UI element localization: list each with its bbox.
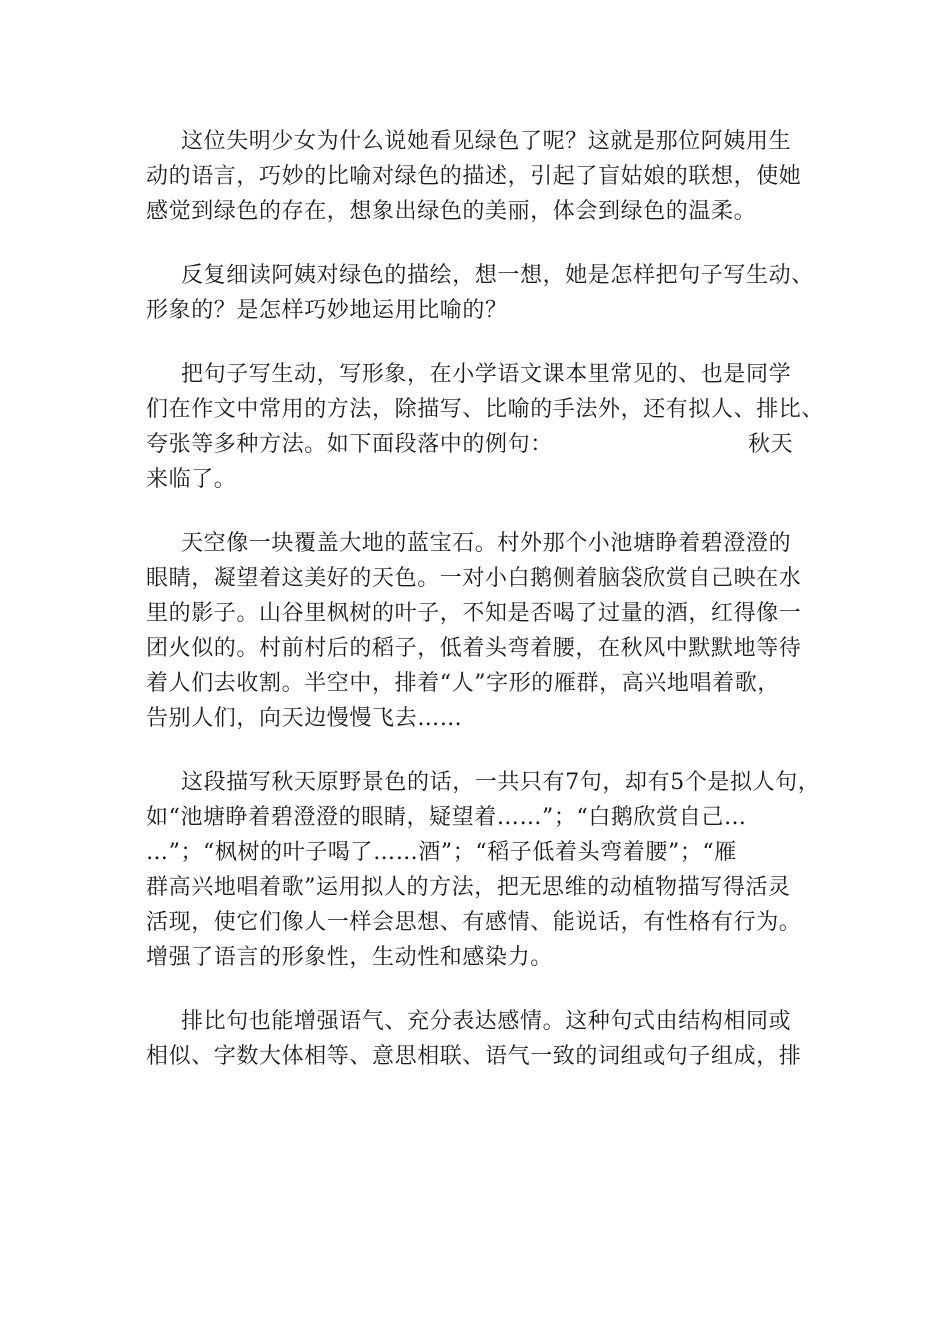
paragraph-2-line-2: 形象的？是怎样巧妙地运用比喻的？ [146, 298, 508, 323]
paragraph-6-line-2: 相似、字数大体相等、意思相联、语气一致的词组或句子组成，排 [146, 1044, 802, 1069]
paragraph-4-line-4: 团火似的。村前村后的稻子，低着头弯着腰，在秋风中默默地等待 [146, 636, 802, 661]
paragraph-3-line-3: 夸张等多种方法。如下面段落中的例句： [146, 432, 553, 457]
paragraph-3-line-1: 把句子写生动，写形象，在小学语文课本里常见的、也是同学 [181, 362, 792, 387]
paragraph-4-line-6: 告别人们，向天边慢慢飞去…… [146, 706, 463, 731]
paragraph-5-line-6: 增强了语言的形象性，生动性和感染力。 [146, 945, 553, 970]
paragraph-4-line-2: 眼睛，凝望着这美好的天色。一对小白鹅侧着脑袋欣赏自己映在水 [146, 566, 802, 591]
paragraph-5-line-4: 群高兴地唱着歌”运用拟人的方法，把无思维的动植物描写得活灵 [146, 875, 791, 900]
paragraph-5-line-1: 这段描写秋天原野景色的话，一共只有7句，却有5个是拟人句， [181, 770, 821, 795]
paragraph-5-line-2: 如“池塘睁着碧澄澄的眼睛，疑望着……”；“白鹅欣赏自己… [146, 805, 747, 830]
paragraph-6-line-1: 排比句也能增强语气、充分表达感情。这种句式由结构相同或 [181, 1009, 792, 1034]
paragraph-4-line-3: 里的影子。山谷里枫树的叶子，不知是否喝了过量的酒，红得像一 [146, 601, 802, 626]
paragraph-1-line-2: 动的语言，巧妙的比喻对绿色的描述，引起了盲姑娘的联想，使她 [146, 164, 802, 189]
paragraph-5-line-5: 活现，使它们像人一样会思想、有感情、能说话，有性格有行为。 [146, 910, 802, 935]
paragraph-3-line-4: 来临了。 [146, 467, 237, 492]
paragraph-2-line-1: 反复细读阿姨对绿色的描绘，想一想，她是怎样把句子写生动、 [181, 263, 814, 288]
paragraph-4-line-5: 着人们去收割。半空中，排着“人”字形的雁群，高兴地唱着歌， [146, 671, 780, 696]
paragraph-1-line-3: 感觉到绿色的存在，想象出绿色的美丽，体会到绿色的温柔。 [146, 199, 757, 224]
paragraph-3-line-2: 们在作文中常用的方法，除描写、比喻的手法外，还有拟人、排比、 [146, 397, 825, 422]
paragraph-3-inline-right: 秋天 [748, 432, 794, 457]
paragraph-1-line-1: 这位失明少女为什么说她看见绿色了呢？这就是那位阿姨用生 [181, 129, 792, 154]
paragraph-4-line-1: 天空像一块覆盖大地的蓝宝石。村外那个小池塘睁着碧澄澄的 [181, 531, 792, 556]
paragraph-5-line-3: …”；“枫树的叶子喝了……酒”；“稻子低着头弯着腰”；“雁 [146, 840, 737, 865]
